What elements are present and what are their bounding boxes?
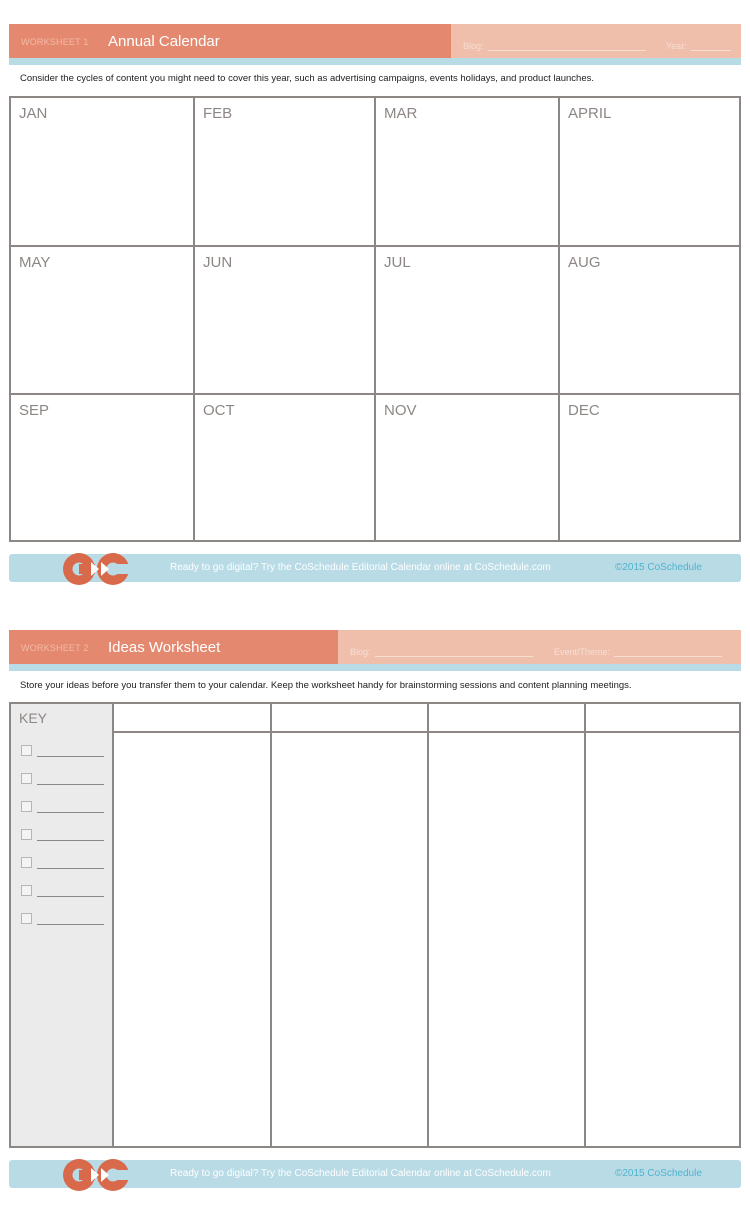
key-column (11, 704, 114, 1146)
ideas-worksheet-grid (9, 702, 741, 1148)
key-label: KEY (19, 710, 48, 726)
key-item-line (37, 812, 104, 813)
year-field-label: Year: (666, 41, 687, 51)
header-stripe (9, 58, 741, 65)
annual-calendar-grid (9, 96, 741, 542)
coschedule-logo-icon (61, 1157, 131, 1193)
month-label: JUN (203, 254, 233, 271)
worksheet1-intro: Consider the cycles of content you might need to cover this year, such as advertising campaigns, events holidays, and product launches. (20, 73, 595, 84)
month-label: AUG (568, 254, 601, 271)
key-item-5[interactable] (21, 857, 105, 869)
month-cell-dec[interactable] (560, 395, 739, 540)
event-theme-field[interactable] (554, 647, 722, 657)
month-label: OCT (203, 402, 235, 419)
month-label: JAN (19, 105, 48, 122)
worksheet2-intro: Store your ideas before you transfer them to your calendar. Keep the worksheet handy for brainstorming sessions and content planning meetings. (20, 680, 632, 691)
worksheet2-header (9, 630, 741, 671)
key-item-4[interactable] (21, 829, 105, 841)
header-fields-band (338, 630, 741, 664)
month-cell-jul[interactable] (376, 247, 560, 395)
checkbox-icon[interactable] (21, 829, 32, 840)
month-cell-jun[interactable] (195, 247, 376, 395)
footer-message: Ready to go digital? Try the CoSchedule Editorial Calendar online at CoSchedule.com (170, 1168, 551, 1179)
worksheet-tag: WORKSHEET 1 (21, 37, 89, 47)
blog-field-label: Blog: (350, 647, 371, 657)
footer-copyright: ©2015 CoSchedule (615, 562, 702, 573)
blog-field-line (375, 648, 533, 657)
month-label: MAY (19, 254, 51, 271)
event-theme-field-line (614, 648, 722, 657)
ideas-column-divider (584, 704, 586, 1146)
month-label: SEP (19, 402, 50, 419)
checkbox-icon[interactable] (21, 913, 32, 924)
month-cell-oct[interactable] (195, 395, 376, 540)
month-cell-april[interactable] (560, 98, 739, 247)
year-field[interactable] (666, 41, 731, 51)
blog-field[interactable] (463, 41, 646, 51)
blog-field-label: Blog: (463, 41, 484, 51)
month-cell-nov[interactable] (376, 395, 560, 540)
header-title-band (9, 24, 451, 58)
worksheet1-header (9, 24, 741, 65)
month-label: FEB (203, 105, 233, 122)
key-item-3[interactable] (21, 801, 105, 813)
month-label: NOV (384, 402, 417, 419)
worksheet1-footer (9, 554, 741, 582)
key-item-line (37, 924, 104, 925)
ideas-column-divider (427, 704, 429, 1146)
coschedule-logo-icon (61, 551, 131, 587)
page-title: Ideas Worksheet (108, 639, 221, 656)
checkbox-icon[interactable] (21, 857, 32, 868)
key-item-7[interactable] (21, 913, 105, 925)
header-title-band (9, 630, 338, 664)
worksheet-tag: WORKSHEET 2 (21, 643, 89, 653)
month-cell-sep[interactable] (11, 395, 195, 540)
key-item-line (37, 784, 104, 785)
key-item-line (37, 840, 104, 841)
month-label: DEC (568, 402, 600, 419)
ideas-column-divider (270, 704, 272, 1146)
checkbox-icon[interactable] (21, 801, 32, 812)
key-item-line (37, 896, 104, 897)
key-item-line (37, 868, 104, 869)
checkbox-icon[interactable] (21, 885, 32, 896)
key-item-line (37, 756, 104, 757)
month-label: APRIL (568, 105, 612, 122)
key-item-2[interactable] (21, 773, 105, 785)
page-title: Annual Calendar (108, 33, 220, 50)
worksheet2-footer (9, 1160, 741, 1188)
month-label: JUL (384, 254, 411, 271)
blog-field[interactable] (350, 647, 533, 657)
checkbox-icon[interactable] (21, 745, 32, 756)
footer-message: Ready to go digital? Try the CoSchedule Editorial Calendar online at CoSchedule.com (170, 562, 551, 573)
month-label: MAR (384, 105, 418, 122)
header-stripe (9, 664, 741, 671)
key-item-1[interactable] (21, 745, 105, 757)
month-cell-may[interactable] (11, 247, 195, 395)
month-cell-feb[interactable] (195, 98, 376, 247)
month-cell-mar[interactable] (376, 98, 560, 247)
event-theme-field-label: Event/Theme: (554, 647, 611, 657)
year-field-line (691, 42, 731, 51)
key-item-6[interactable] (21, 885, 105, 897)
footer-copyright: ©2015 CoSchedule (615, 1168, 702, 1179)
month-cell-aug[interactable] (560, 247, 739, 395)
month-cell-jan[interactable] (11, 98, 195, 247)
blog-field-line (488, 42, 646, 51)
header-fields-band (451, 24, 741, 58)
checkbox-icon[interactable] (21, 773, 32, 784)
